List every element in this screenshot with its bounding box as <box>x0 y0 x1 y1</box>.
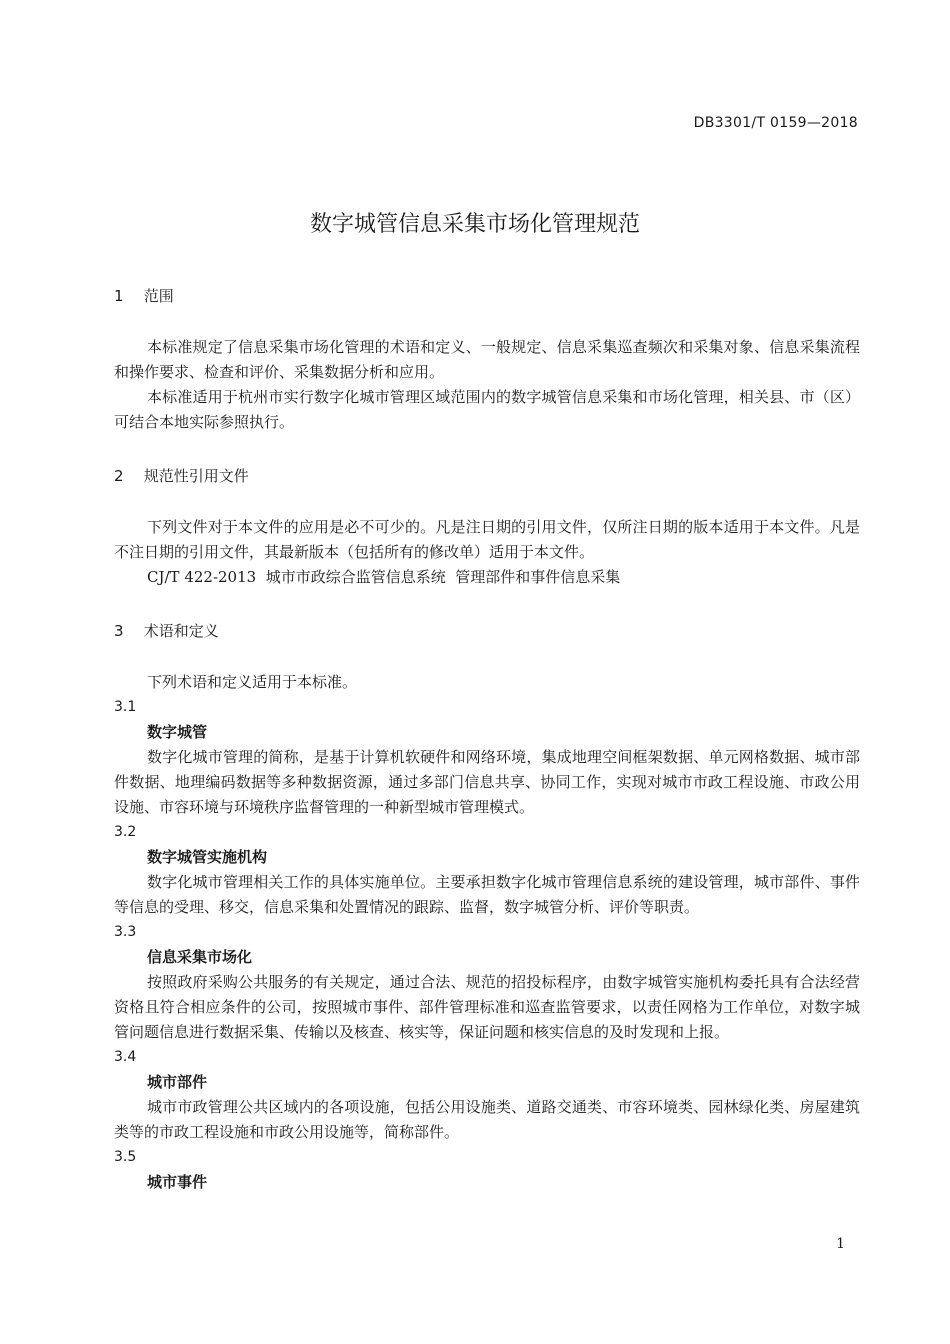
section-title: 术语和定义 <box>143 622 219 640</box>
paragraph: 本标准适用于杭州市实行数字化城市管理区域范围内的数字城管信息采集和市场化管理，相关县、市（区）可结合本地实际参照执行。 <box>114 388 860 431</box>
term-number: 3.3 <box>114 924 137 940</box>
term-definition: 数字化城市管理相关工作的具体实施单位。主要承担数字化城市管理信息系统的建设管理，城市部件、事件等信息的受理、移交，信息采集和处置情况的跟踪、监督，数字城管分析、评价等职责。 <box>114 873 860 916</box>
section-heading-normative-references <box>114 464 860 488</box>
term-number: 3.4 <box>114 1049 137 1065</box>
paragraph: 下列文件对于本文件的应用是必不可少的。凡是注日期的引用文件，仅所注日期的版本适用于本文件。凡是不注日期的引用文件，其最新版本（包括所有的修改单）适用于本文件。 <box>114 518 860 561</box>
section-heading-scope <box>114 284 860 308</box>
section-heading-terms-definitions <box>114 619 860 643</box>
term-name: 数字城管 <box>147 723 208 741</box>
reference-entry: CJ/T 422-2013 城市市政综合监管信息系统 管理部件和事件信息采集 <box>147 568 621 586</box>
section-title: 范围 <box>143 287 174 305</box>
paragraph: 下列术语和定义适用于本标准。 <box>147 673 358 691</box>
term-number: 3.2 <box>114 824 137 840</box>
paragraph: 本标准规定了信息采集市场化管理的术语和定义、一般规定、信息采集巡查频次和采集对象、信息采集流程和操作要求、检查和评价、采集数据分析和应用。 <box>114 338 860 381</box>
section-title: 规范性引用文件 <box>143 467 249 485</box>
document-title: 数字城管信息采集市场化管理规范 <box>309 212 640 237</box>
term-definition: 数字化城市管理的简称，是基于计算机软硬件和网络环境，集成地理空间框架数据、单元网格数据、城市部件数据、地理编码数据等多种数据资源，通过多部门信息共享、协同工作，实现对城市市政工程设施、市政公用设施、市容环境与环境秩序监督管理的一种新型城市管理模式。 <box>114 748 860 816</box>
term-number: 3.1 <box>114 699 137 715</box>
term-name: 数字城管实施机构 <box>147 848 268 866</box>
document-code: DB3301/T 0159—2018 <box>693 115 858 131</box>
term-name: 城市事件 <box>147 1173 208 1191</box>
term-number: 3.5 <box>114 1149 137 1165</box>
document-body <box>114 284 860 1195</box>
section-number: 2 <box>114 467 124 485</box>
term-definition: 城市市政管理公共区域内的各项设施，包括公用设施类、道路交通类、市容环境类、园林绿化类、房屋建筑类等的市政工程设施和市政公用设施等，简称部件。 <box>114 1098 860 1141</box>
term-name: 城市部件 <box>147 1073 208 1091</box>
term-definition: 按照政府采购公共服务的有关规定，通过合法、规范的招投标程序，由数字城管实施机构委托具有合法经营资格且符合相应条件的公司，按照城市事件、部件管理标准和巡查监管要求，以责任网格为工作单位，对数字城管问题信息进行数据采集、传输以及核查、核实等，保证问题和核实信息的及时发现和上报。 <box>114 973 860 1041</box>
section-number: 3 <box>114 622 124 640</box>
section-number: 1 <box>114 287 124 305</box>
term-name: 信息采集市场化 <box>147 948 253 966</box>
page-number: 1 <box>836 1236 845 1252</box>
